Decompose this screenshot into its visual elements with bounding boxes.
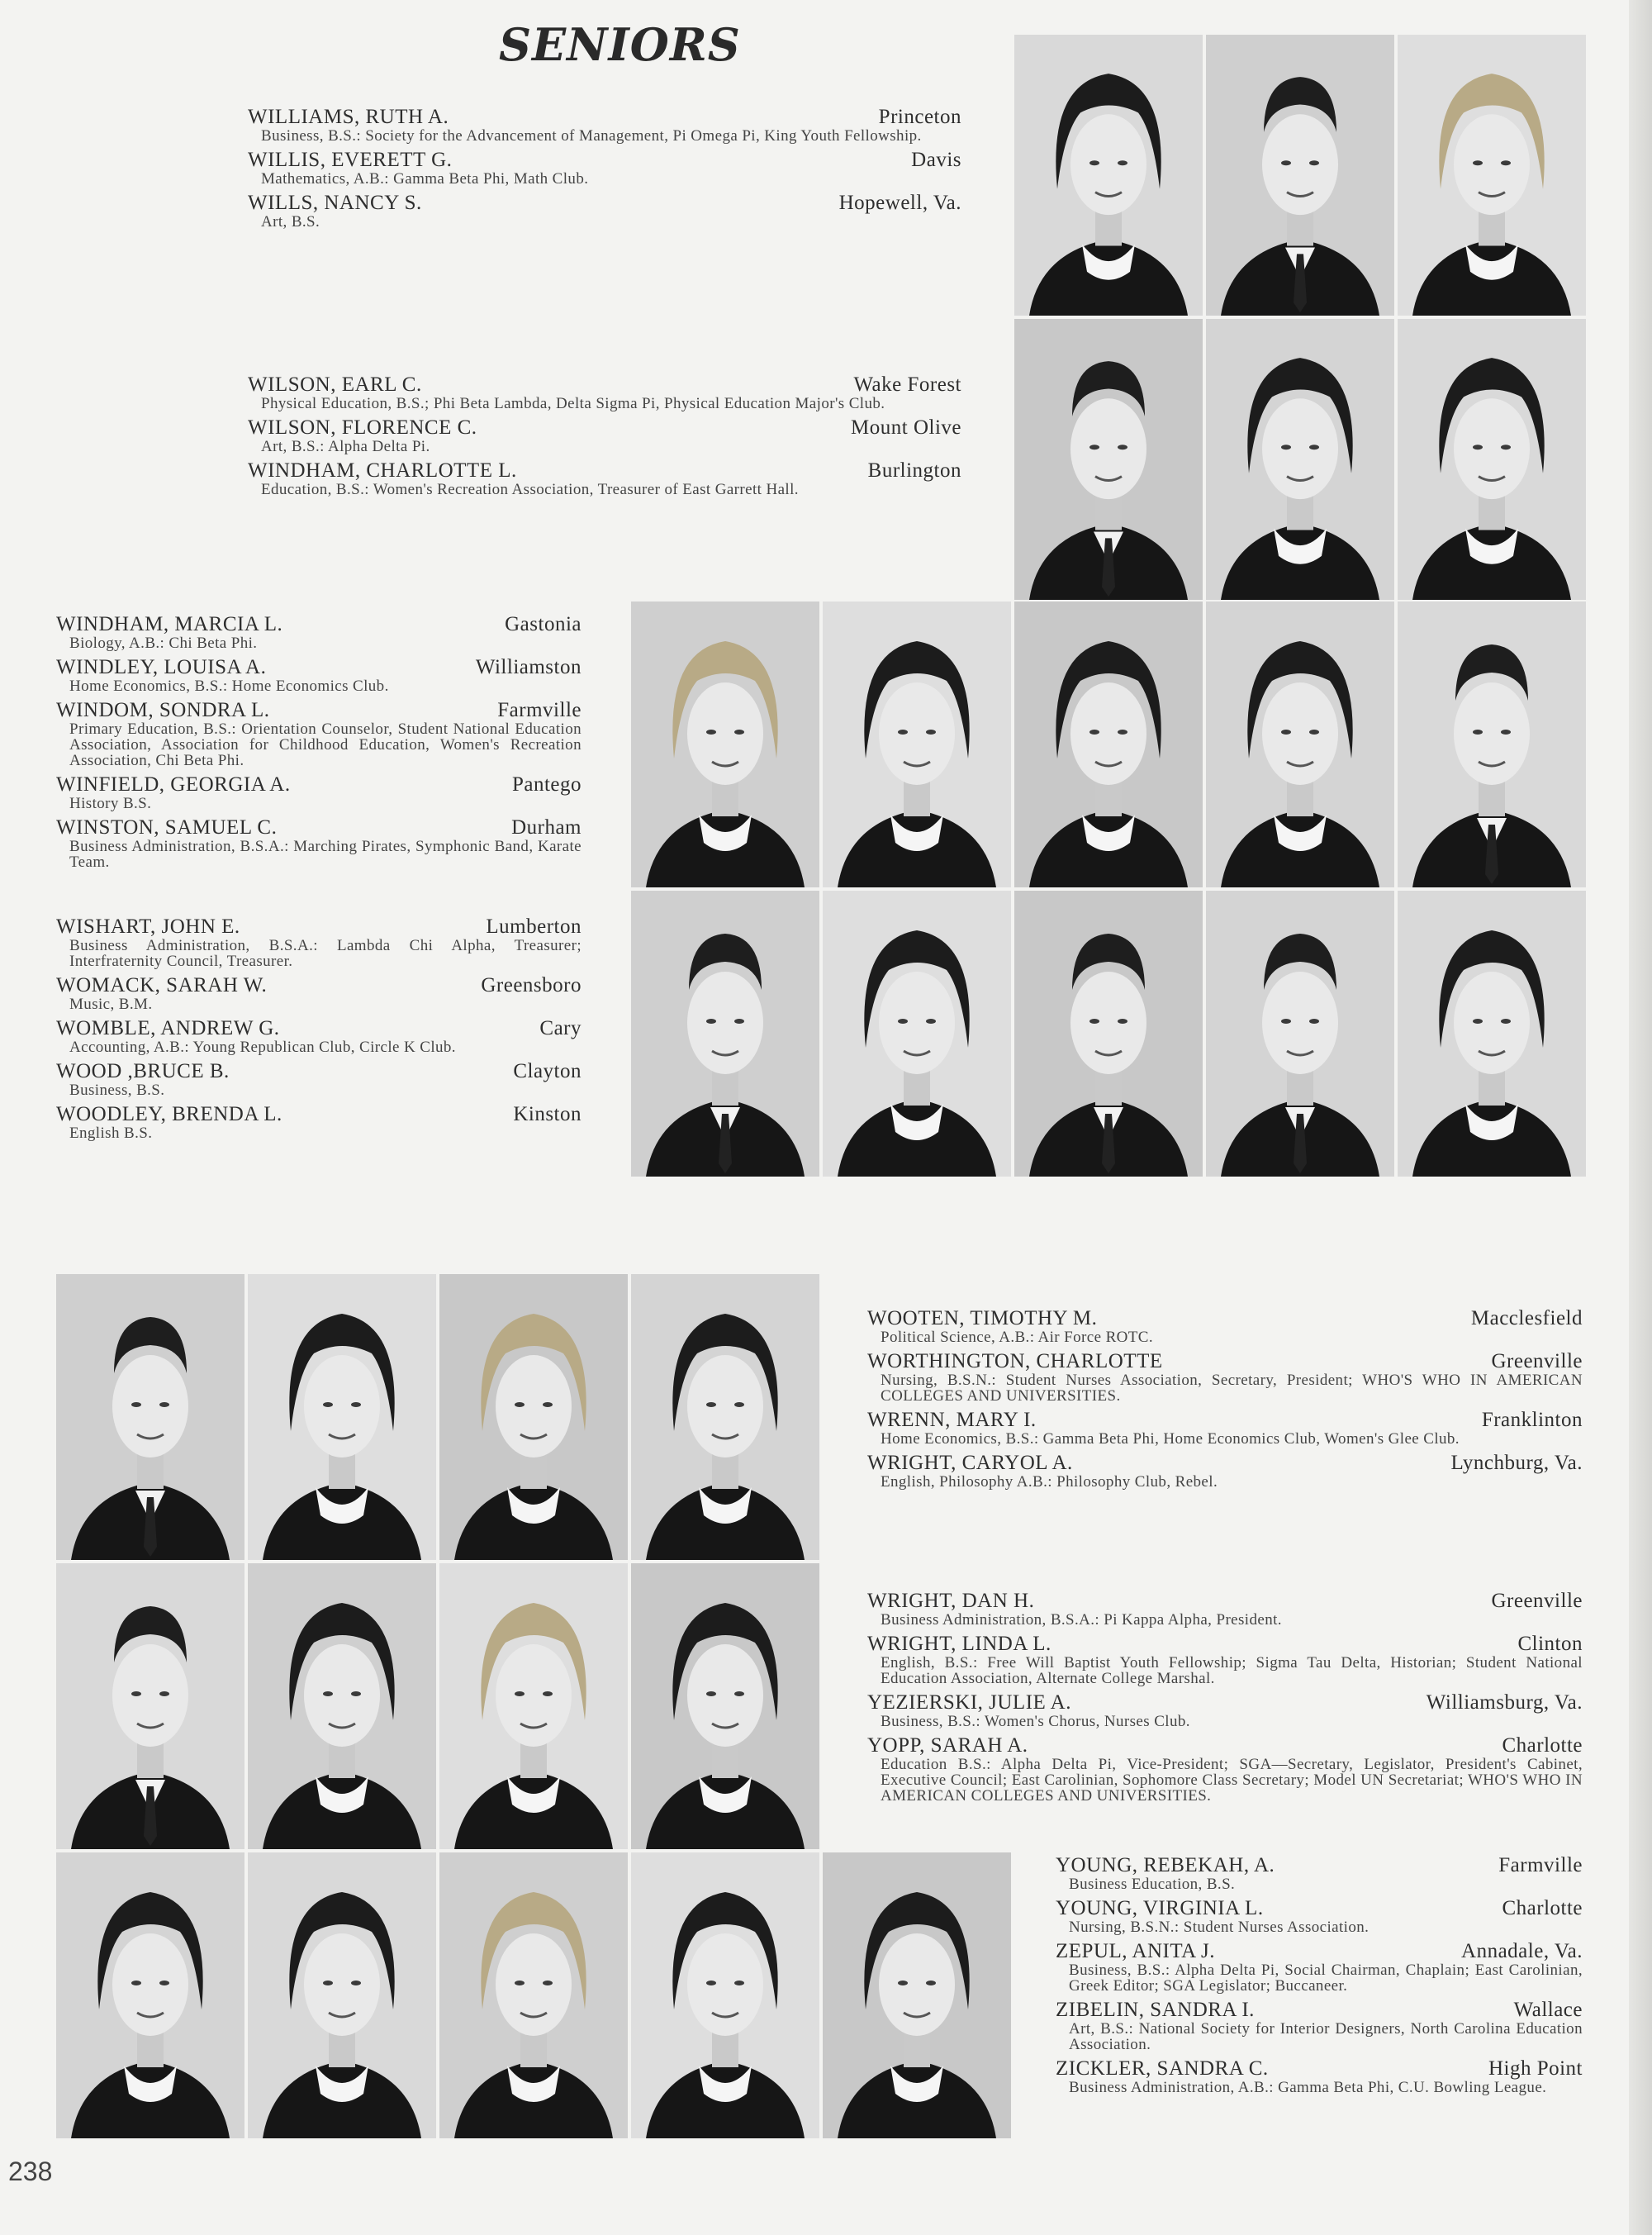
senior-details: English B.S.: [69, 1125, 153, 1142]
senior-name: WOMBLE, ANDREW G.: [56, 1017, 280, 1039]
senior-entry: [867, 1452, 1583, 1490]
text-block-wright: [867, 1590, 1583, 1809]
senior-details: Nursing, B.S.N.: Student Nurses Association.: [1069, 1919, 1370, 1936]
hometown: Princeton: [878, 106, 961, 128]
hometown: Clayton: [513, 1060, 582, 1082]
senior-name: WRIGHT, DAN H.: [867, 1590, 1035, 1612]
senior-name: WRIGHT, CARYOL A.: [867, 1452, 1073, 1474]
text-block-williams: [248, 106, 961, 235]
name-line: [867, 1633, 1583, 1655]
name-line: [867, 1734, 1583, 1757]
senior-entry: [248, 149, 961, 187]
hometown: Wake Forest: [853, 373, 961, 396]
hometown: Cary: [539, 1017, 582, 1039]
senior-name: WOOD ,BRUCE B.: [56, 1060, 230, 1082]
page-edge: [1629, 0, 1652, 2235]
senior-name: WILSON, FLORENCE C.: [248, 416, 477, 439]
hometown: Durham: [511, 816, 582, 839]
hometown: Gastonia: [505, 613, 582, 635]
senior-details: Accounting, A.B.: Young Republican Club, Circle K Club.: [69, 1039, 456, 1056]
senior-entry: [248, 106, 961, 144]
senior-details: Art, B.S.: Alpha Delta Pi.: [261, 438, 430, 455]
senior-portrait-photo: [439, 1852, 628, 2138]
senior-name: WRENN, MARY I.: [867, 1409, 1037, 1431]
senior-details: Business, B.S.: Women's Chorus, Nurses Club.: [881, 1713, 1190, 1730]
senior-name: WILLIAMS, RUTH A.: [248, 106, 449, 128]
name-line: [1056, 1854, 1583, 1876]
name-line: [248, 416, 961, 439]
senior-entry: [56, 613, 582, 651]
name-line: [56, 1017, 582, 1039]
senior-name: ZICKLER, SANDRA C.: [1056, 2057, 1269, 2080]
senior-entry: [1056, 2057, 1583, 2095]
name-line: [867, 1691, 1583, 1714]
text-block-young: [1056, 1854, 1583, 2100]
name-line: [56, 656, 582, 678]
senior-entry: [867, 1409, 1583, 1447]
hometown: Mount Olive: [851, 416, 961, 439]
text-block-wilson: [248, 373, 961, 502]
name-line: [248, 149, 961, 171]
hometown: Greensboro: [481, 974, 582, 996]
senior-details: English, Philosophy A.B.: Philosophy Club, Rebel.: [881, 1473, 1218, 1491]
senior-name: WINDOM, SONDRA L.: [56, 699, 270, 721]
senior-details: Mathematics, A.B.: Gamma Beta Phi, Math Club.: [261, 170, 589, 188]
hometown: Burlington: [867, 459, 961, 482]
hometown: High Point: [1488, 2057, 1583, 2080]
senior-name: YOPP, SARAH A.: [867, 1734, 1028, 1757]
senior-details: Business Administration, B.S.A.: Lambda Chi Alpha, Treasurer; Interfraternity Council, Treasurer.: [69, 937, 582, 970]
hometown: Williamston: [475, 656, 582, 678]
name-line: [867, 1409, 1583, 1431]
senior-portrait-photo: [823, 602, 1011, 887]
senior-entry: [248, 373, 961, 411]
senior-details: Home Economics, B.S.: Gamma Beta Phi, Home Economics Club, Women's Glee Club.: [881, 1430, 1460, 1448]
senior-details: Art, B.S.: [261, 213, 320, 231]
hometown: Annadale, Va.: [1461, 1940, 1583, 1962]
senior-entry: [248, 459, 961, 497]
senior-name: WINFIELD, GEORGIA A.: [56, 773, 291, 796]
senior-name: WORTHINGTON, CHARLOTTE: [867, 1350, 1163, 1372]
senior-portrait-photo: [1206, 602, 1394, 887]
senior-name: WINDHAM, MARCIA L.: [56, 613, 283, 635]
senior-portrait-photo: [1014, 319, 1203, 600]
name-line: [248, 106, 961, 128]
senior-portrait-photo: [1206, 319, 1394, 600]
senior-details: Education, B.S.: Women's Recreation Association, Treasurer of East Garrett Hall.: [261, 481, 799, 498]
senior-portrait-photo: [439, 1563, 628, 1849]
senior-name: WILSON, EARL C.: [248, 373, 422, 396]
senior-name: WISHART, JOHN E.: [56, 915, 240, 938]
senior-name: WRIGHT, LINDA L.: [867, 1633, 1051, 1655]
senior-details: Political Science, A.B.: Air Force ROTC.: [881, 1329, 1153, 1346]
hometown: Charlotte: [1502, 1897, 1583, 1919]
senior-entry: [1056, 1940, 1583, 1994]
name-line: [248, 373, 961, 396]
hometown: Greenville: [1491, 1590, 1583, 1612]
senior-portrait-photo: [631, 602, 819, 887]
senior-details: Business Administration, A.B.: Gamma Beta Phi, C.U. Bowling League.: [1069, 2079, 1547, 2096]
hometown: Farmville: [1498, 1854, 1583, 1876]
senior-portrait-photo: [631, 1852, 819, 2138]
senior-name: YOUNG, VIRGINIA L.: [1056, 1897, 1264, 1919]
senior-entry: [867, 1734, 1583, 1804]
senior-details: Business Education, B.S.: [1069, 1876, 1236, 1893]
name-line: [1056, 1999, 1583, 2021]
senior-portrait-photo: [631, 1274, 819, 1560]
senior-entry: [867, 1590, 1583, 1628]
senior-portrait-photo: [631, 891, 819, 1177]
senior-portrait-photo: [56, 1274, 244, 1560]
name-line: [1056, 1897, 1583, 1919]
name-line: [867, 1350, 1583, 1372]
senior-entry: [56, 773, 582, 811]
senior-name: WILLS, NANCY S.: [248, 192, 422, 214]
senior-details: Business, B.S.: Alpha Delta Pi, Social Chairman, Chaplain; East Carolinian, Greek Editor; SGA Legislator; Buccaneer.: [1069, 1962, 1583, 1995]
senior-entry: [56, 656, 582, 694]
senior-portrait-photo: [439, 1274, 628, 1560]
name-line: [1056, 1940, 1583, 1962]
senior-portrait-photo: [56, 1563, 244, 1849]
senior-portrait-photo: [248, 1563, 436, 1849]
senior-name: WOODLEY, BRENDA L.: [56, 1103, 282, 1125]
senior-portrait-photo: [823, 891, 1011, 1177]
name-line: [56, 915, 582, 938]
name-line: [56, 613, 582, 635]
senior-details: Home Economics, B.S.: Home Economics Club.: [69, 678, 389, 695]
senior-portrait-photo: [1206, 891, 1394, 1177]
senior-entry: [56, 1017, 582, 1055]
senior-name: WINSTON, SAMUEL C.: [56, 816, 278, 839]
name-line: [56, 699, 582, 721]
hometown: Pantego: [511, 773, 582, 796]
name-line: [1056, 2057, 1583, 2080]
hometown: Franklinton: [1481, 1409, 1583, 1431]
senior-entry: [867, 1691, 1583, 1729]
senior-entry: [248, 416, 961, 454]
name-line: [867, 1590, 1583, 1612]
name-line: [56, 816, 582, 839]
hometown: Kinston: [513, 1103, 582, 1125]
senior-entry: [1056, 1999, 1583, 2052]
senior-portrait-photo: [248, 1852, 436, 2138]
name-line: [56, 773, 582, 796]
hometown: Williamsburg, Va.: [1426, 1691, 1583, 1714]
senior-name: ZIBELIN, SANDRA I.: [1056, 1999, 1255, 2021]
hometown: Lynchburg, Va.: [1450, 1452, 1583, 1474]
senior-portrait-photo: [1398, 319, 1586, 600]
senior-details: Physical Education, B.S.; Phi Beta Lambda, Delta Sigma Pi, Physical Education Major's Club.: [261, 395, 885, 412]
senior-portrait-photo: [56, 1852, 244, 2138]
text-block-wishart: [56, 915, 582, 1146]
hometown: Macclesfield: [1470, 1307, 1583, 1329]
senior-portrait-photo: [823, 1852, 1011, 2138]
senior-portrait-photo: [1014, 35, 1203, 316]
page-number: 238: [8, 2157, 53, 2186]
senior-details: History B.S.: [69, 795, 152, 812]
name-line: [248, 459, 961, 482]
senior-name: WOMACK, SARAH W.: [56, 974, 268, 996]
senior-entry: [56, 1060, 582, 1098]
name-line: [248, 192, 961, 214]
page-title: SENIORS: [499, 18, 741, 71]
photo-grid-top-right: [1014, 35, 1586, 600]
senior-entry: [1056, 1854, 1583, 1892]
senior-details: Education B.S.: Alpha Delta Pi, Vice-President; SGA—Secretary, Legislator, President's Cabinet, Executive Council; East Carolinian, Sophomore Class Secretary; Model UN Secretariat; WHO'S WHO IN AMERICAN COLLEGES AND UNIVERSITIES.: [881, 1756, 1583, 1805]
senior-portrait-photo: [631, 1563, 819, 1849]
senior-details: Business Administration, B.S.A.: Marching Pirates, Symphonic Band, Karate Team.: [69, 838, 582, 871]
hometown: Wallace: [1513, 1999, 1583, 2021]
hometown: Davis: [911, 149, 961, 171]
senior-portrait-photo: [1014, 602, 1203, 887]
senior-details: Biology, A.B.: Chi Beta Phi.: [69, 635, 258, 652]
senior-entry: [56, 699, 582, 768]
senior-entry: [867, 1633, 1583, 1686]
senior-details: Business Administration, B.S.A.: Pi Kappa Alpha, President.: [881, 1611, 1282, 1629]
senior-portrait-photo: [1398, 602, 1586, 887]
senior-entry: [867, 1307, 1583, 1345]
senior-entry: [248, 192, 961, 230]
hometown: Lumberton: [486, 915, 582, 938]
name-line: [867, 1452, 1583, 1474]
hometown: Farmville: [497, 699, 582, 721]
text-block-windham: [56, 613, 582, 875]
senior-details: Nursing, B.S.N.: Student Nurses Association, Secretary, President; WHO'S WHO IN AMERICAN COLLEGES AND UNIVERSITIES.: [881, 1372, 1583, 1405]
senior-name: YOUNG, REBEKAH, A.: [1056, 1854, 1275, 1876]
senior-entry: [56, 1103, 582, 1141]
senior-details: English, B.S.: Free Will Baptist Youth Fellowship; Sigma Tau Delta, Historian; Student National Education Association, Alternate College Marshal.: [881, 1654, 1583, 1687]
text-block-wooten: [867, 1307, 1583, 1495]
photo-grid-middle: [631, 602, 1586, 1177]
senior-details: Primary Education, B.S.: Orientation Counselor, Student National Education Association, Association for Childhood Education, Women's Recreation Association, Chi Beta Phi.: [69, 720, 582, 769]
senior-entry: [56, 974, 582, 1012]
senior-name: ZEPUL, ANITA J.: [1056, 1940, 1215, 1962]
photo-grid-bottom-left: [56, 1274, 819, 1849]
senior-name: WILLIS, EVERETT G.: [248, 149, 453, 171]
senior-portrait-photo: [1206, 35, 1394, 316]
hometown: Clinton: [1517, 1633, 1583, 1655]
hometown: Charlotte: [1502, 1734, 1583, 1757]
name-line: [867, 1307, 1583, 1329]
senior-name: WINDLEY, LOUISA A.: [56, 656, 267, 678]
senior-portrait-photo: [1014, 891, 1203, 1177]
hometown: Greenville: [1491, 1350, 1583, 1372]
senior-name: WINDHAM, CHARLOTTE L.: [248, 459, 517, 482]
senior-entry: [56, 816, 582, 870]
senior-name: WOOTEN, TIMOTHY M.: [867, 1307, 1098, 1329]
senior-entry: [56, 915, 582, 969]
senior-entry: [867, 1350, 1583, 1404]
hometown: Hopewell, Va.: [838, 192, 961, 214]
name-line: [56, 974, 582, 996]
senior-portrait-photo: [248, 1274, 436, 1560]
name-line: [56, 1103, 582, 1125]
senior-details: Business, B.S.: Society for the Advancement of Management, Pi Omega Pi, King Youth Fellowship.: [261, 127, 922, 145]
name-line: [56, 1060, 582, 1082]
senior-details: Music, B.M.: [69, 996, 153, 1013]
senior-details: Art, B.S.: National Society for Interior Designers, North Carolina Education Association.: [1069, 2020, 1583, 2053]
senior-details: Business, B.S.: [69, 1082, 165, 1099]
senior-portrait-photo: [1398, 891, 1586, 1177]
senior-portrait-photo: [1398, 35, 1586, 316]
senior-entry: [1056, 1897, 1583, 1935]
senior-name: YEZIERSKI, JULIE A.: [867, 1691, 1071, 1714]
photo-grid-bottom-row: [56, 1852, 1011, 2138]
